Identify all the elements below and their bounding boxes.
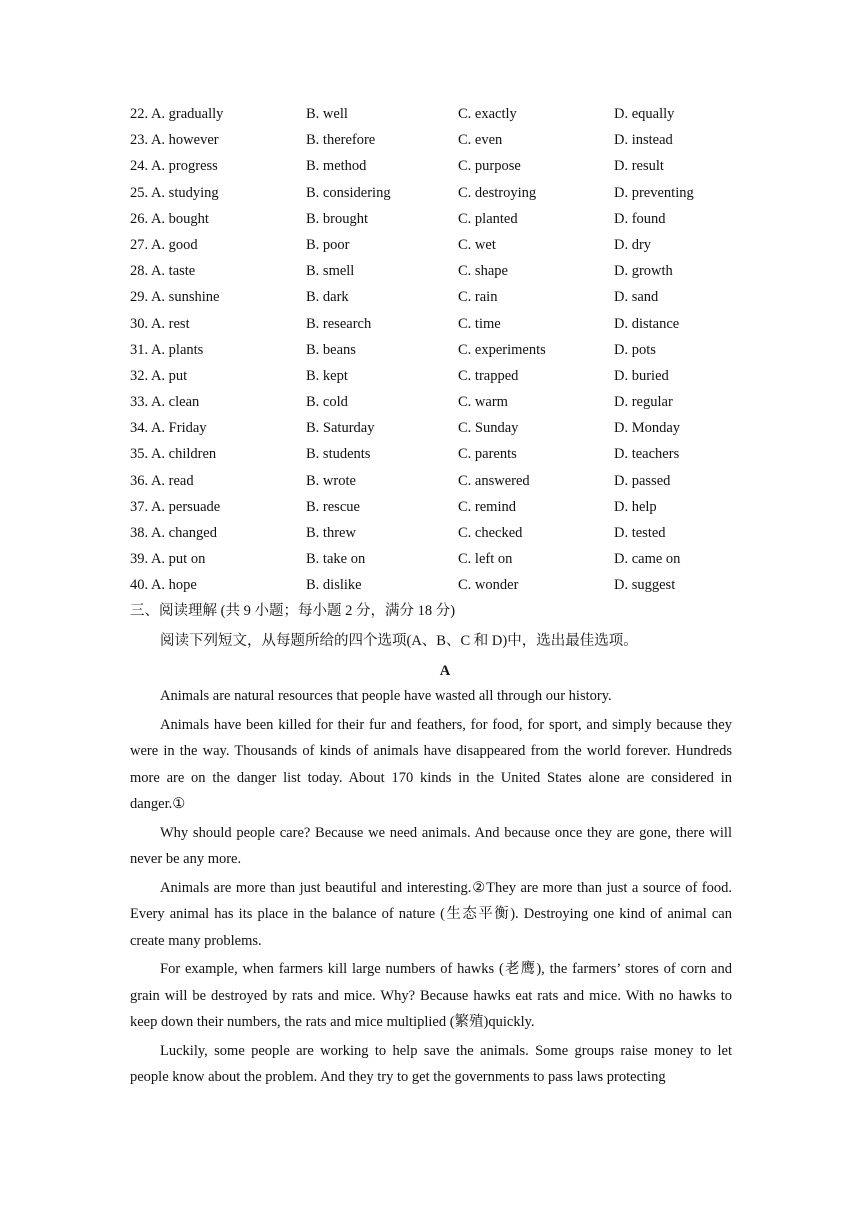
option-row	[130, 337, 732, 363]
option-a: 37. A. persuade	[130, 498, 221, 515]
option-d: D. suggest	[614, 577, 676, 594]
passage-paragraph: Animals are natural resources that people have wasted all through our history.	[160, 688, 612, 704]
passage-paragraph: Why should people care? Because we need animals. And because once they are gone, there will never be any more.	[130, 824, 732, 867]
option-b: B. take on	[306, 551, 366, 568]
option-row	[130, 441, 732, 467]
option-b: B. smell	[306, 263, 355, 280]
option-d: D. tested	[614, 525, 666, 541]
option-b: B. dark	[306, 289, 349, 306]
option-b: B. therefore	[306, 132, 376, 149]
option-d: D. equally	[614, 106, 675, 122]
option-a: 38. A. changed	[130, 525, 217, 541]
option-c: C. exactly	[458, 106, 517, 122]
option-c: C. Sunday	[458, 420, 519, 437]
option-d: D. regular	[614, 394, 673, 411]
option-c: C. rain	[458, 289, 498, 306]
option-d: D. passed	[614, 472, 671, 489]
option-d: D. distance	[614, 315, 680, 332]
option-d: D. instead	[614, 132, 673, 149]
section-heading: 三、阅读理解 (共 9 小题；每小题 2 分，满分 18 分)	[130, 603, 456, 619]
passage-paragraph: Luckily, some people are working to help save the animals. Some groups raise money to let people know about the problem. And they try to get the governments to pass laws protecting	[130, 1042, 732, 1085]
option-c: C. wet	[458, 236, 496, 253]
option-a: 29. A. sunshine	[130, 289, 220, 306]
option-row	[130, 258, 732, 284]
option-d: D. dry	[614, 236, 652, 253]
option-a: 28. A. taste	[130, 263, 196, 280]
option-a: 24. A. progress	[130, 158, 218, 175]
option-row	[130, 546, 732, 572]
option-row	[130, 206, 732, 232]
option-row	[130, 494, 732, 520]
option-a: 39. A. put on	[130, 551, 206, 568]
option-d: D. came on	[614, 551, 681, 568]
option-a: 34. A. Friday	[130, 420, 207, 437]
passage-label: A	[439, 663, 451, 679]
option-d: D. help	[614, 498, 657, 515]
option-c: C. planted	[458, 210, 518, 227]
option-d: D. pots	[614, 341, 656, 358]
option-c: C. even	[458, 132, 503, 149]
option-row	[130, 284, 732, 310]
option-b: B. wrote	[306, 472, 356, 489]
option-a: 40. A. hope	[130, 577, 197, 594]
option-c: C. checked	[458, 525, 523, 541]
option-a: 27. A. good	[130, 236, 198, 253]
option-c: C. destroying	[458, 184, 537, 201]
option-row	[130, 415, 732, 441]
option-a: 25. A. studying	[130, 184, 219, 201]
option-a: 31. A. plants	[130, 341, 204, 358]
option-b: B. dislike	[306, 577, 362, 594]
option-b: B. students	[306, 446, 371, 463]
option-b: B. cold	[306, 394, 348, 411]
option-c: C. parents	[458, 446, 517, 463]
option-b: B. rescue	[306, 498, 360, 515]
option-c: C. answered	[458, 472, 530, 489]
option-row	[130, 180, 732, 206]
option-a: 35. A. children	[130, 446, 217, 463]
passage-paragraph: Animals have been killed for their fur and feathers, for food, for sport, and simply because they were in the way. Thousands of kinds of animals have disappeared from the world forever. Hundreds more are on the danger list today. About 170 kinds in the United States alone are considered in danger.①	[130, 716, 732, 812]
option-b: B. poor	[306, 236, 350, 253]
option-c: C. trapped	[458, 367, 519, 384]
option-row	[130, 363, 732, 389]
option-a: 23. A. however	[130, 132, 219, 149]
option-a: 36. A. read	[130, 472, 194, 489]
option-b: B. method	[306, 158, 367, 175]
section-instructions: 阅读下列短文，从每题所给的四个选项(A、B、C 和 D)中，选出最佳选项。	[160, 633, 638, 649]
option-d: D. preventing	[614, 184, 694, 201]
option-row	[130, 101, 732, 127]
option-row	[130, 311, 732, 337]
option-c: C. wonder	[458, 577, 519, 594]
reading-passage	[130, 683, 732, 1093]
option-c: C. remind	[458, 498, 516, 515]
option-d: D. teachers	[614, 446, 680, 463]
option-row	[130, 520, 732, 546]
option-c: C. warm	[458, 394, 508, 411]
option-row	[130, 468, 732, 494]
option-c: C. time	[458, 315, 501, 332]
option-a: 32. A. put	[130, 367, 188, 384]
option-row	[130, 232, 732, 258]
option-c: C. purpose	[458, 158, 521, 175]
option-b: B. beans	[306, 341, 356, 358]
option-c: C. experiments	[458, 341, 546, 358]
option-b: B. Saturday	[306, 420, 375, 437]
option-d: D. growth	[614, 263, 673, 280]
option-d: D. sand	[614, 289, 659, 306]
option-d: D. result	[614, 158, 664, 175]
option-d: D. Monday	[614, 420, 681, 437]
cloze-options-list	[130, 101, 732, 599]
option-a: 33. A. clean	[130, 394, 200, 411]
option-b: B. threw	[306, 525, 356, 541]
option-c: C. shape	[458, 263, 508, 280]
option-row	[130, 153, 732, 179]
option-b: B. considering	[306, 184, 391, 201]
passage-paragraph: For example, when farmers kill large numbers of hawks (老鹰), the farmers’ stores of corn and grain will be destroyed by rats and mice. Why? Because hawks eat rats and mice. With no hawks to keep down their numbers, the rats and mice multiplied (繁殖)quickly.	[130, 961, 732, 1030]
option-a: 26. A. bought	[130, 210, 209, 227]
option-d: D. buried	[614, 367, 669, 384]
option-d: D. found	[614, 210, 666, 227]
option-row	[130, 572, 732, 598]
option-a: 22. A. gradually	[130, 106, 224, 122]
option-a: 30. A. rest	[130, 315, 190, 332]
option-b: B. brought	[306, 210, 369, 227]
option-b: B. kept	[306, 367, 348, 384]
option-b: B. research	[306, 315, 372, 332]
option-row	[130, 389, 732, 415]
passage-paragraph: Animals are more than just beautiful and interesting.②They are more than just a source of food. Every animal has its place in the balance of nature (生态平衡). Destroying one kind of animal can create many problems.	[130, 879, 732, 949]
option-row	[130, 127, 732, 153]
option-c: C. left on	[458, 551, 513, 568]
option-b: B. well	[306, 106, 348, 122]
